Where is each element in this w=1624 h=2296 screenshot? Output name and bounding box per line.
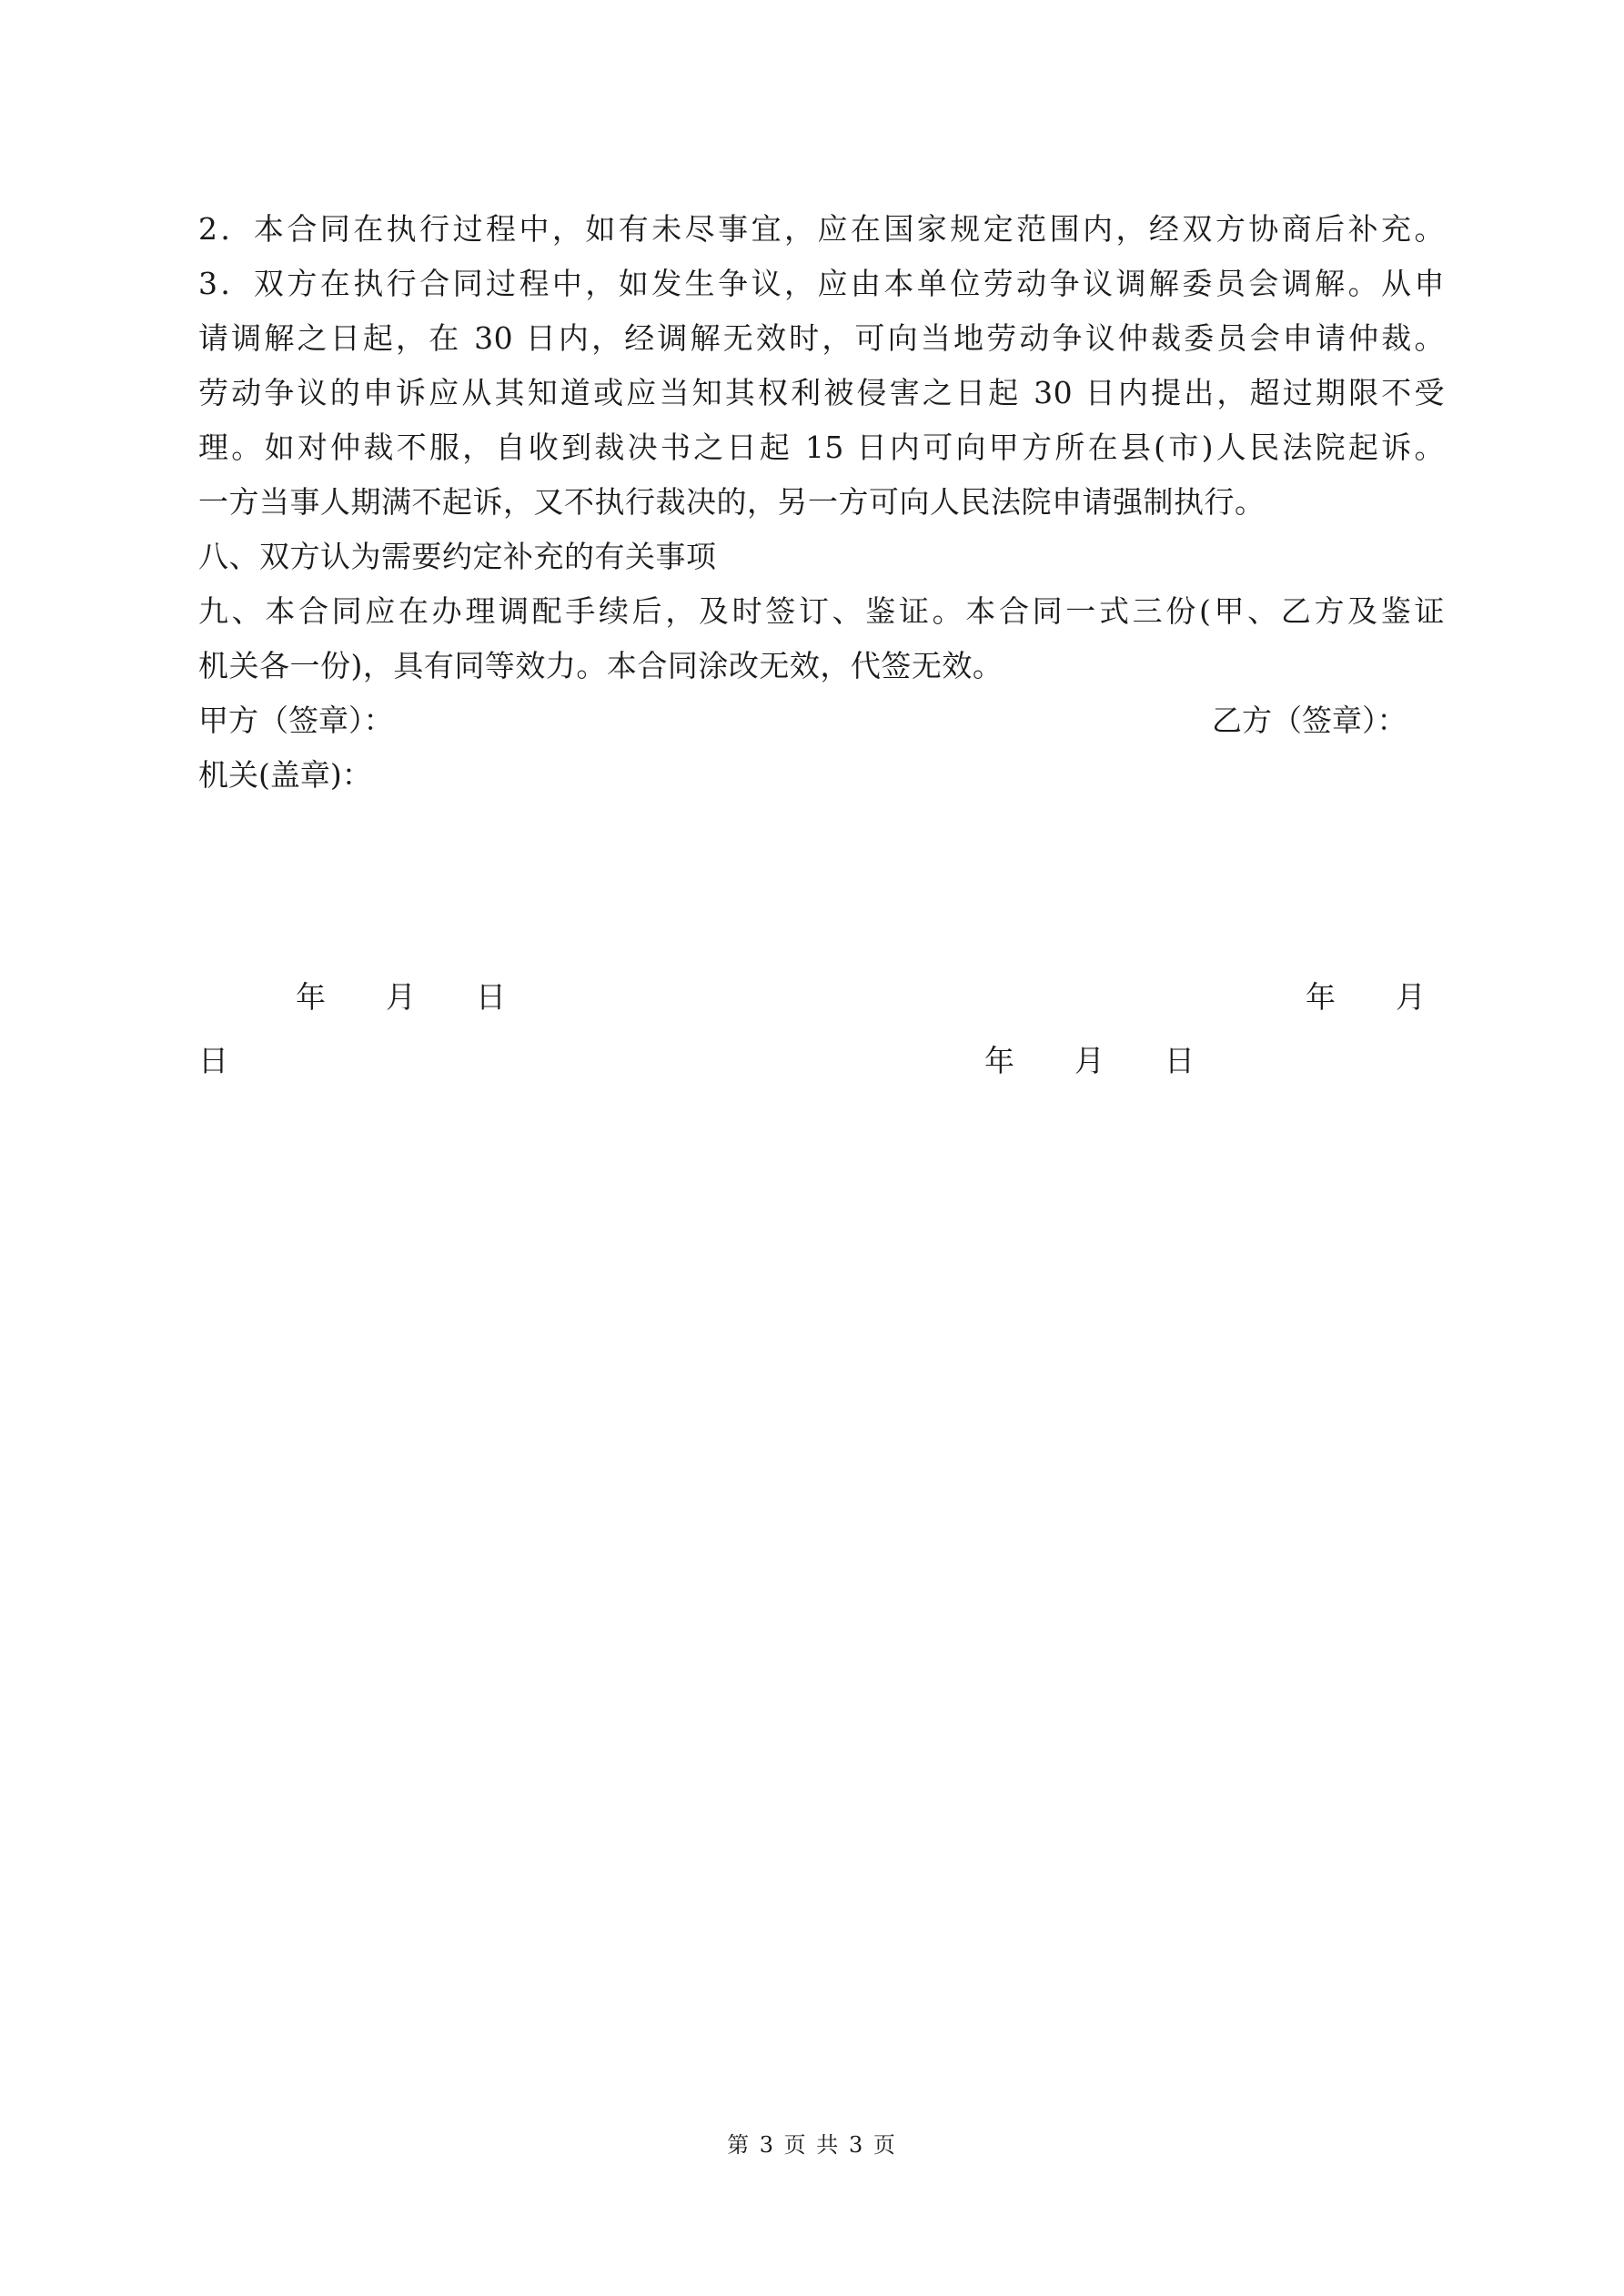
clause-3-line-3: 劳动争议的申诉应从其知道或应当知其权利被侵害之日起 30 日内提出，超过期限不受	[198, 375, 1445, 410]
date-day-wrap: 日	[198, 1043, 228, 1078]
clause-3-line-1: 3．双方在执行合同过程中，如发生争议，应由本单位劳动争议调解委员会调解。从申	[198, 266, 1445, 301]
section-8-heading: 八、双方认为需要约定补充的有关事项	[198, 539, 717, 574]
date-authority: 年 月 日	[984, 1043, 1195, 1078]
authority-seal-label: 机关(盖章)：	[198, 757, 372, 793]
party-b-signature-label: 乙方（签章）：	[1212, 703, 1407, 738]
party-a-signature-label: 甲方（签章）：	[198, 703, 394, 738]
clause-2-line: 2．本合同在执行过程中，如有未尽事宜，应在国家规定范围内，经双方协商后补充。	[198, 211, 1445, 247]
page-footer: 第 3 页 共 3 页	[727, 2132, 897, 2158]
date-party-a: 年 月 日	[296, 979, 506, 1015]
section-9-line-2: 机关各一份)，具有同等效力。本合同涂改无效，代签无效。	[198, 648, 1004, 683]
clause-3-line-2: 请调解之日起，在 30 日内，经调解无效时，可向当地劳动争议仲裁委员会申请仲裁。	[198, 320, 1445, 356]
clause-3-line-5: 一方当事人期满不起诉，又不执行裁决的，另一方可向人民法院申请强制执行。	[198, 484, 1266, 520]
date-party-b-partial: 年 月	[1306, 979, 1426, 1015]
section-9-line-1: 九、本合同应在办理调配手续后，及时签订、鉴证。本合同一式三份(甲、乙方及鉴证	[198, 593, 1445, 629]
clause-3-line-4: 理。如对仲裁不服，自收到裁决书之日起 15 日内可向甲方所在县(市)人民法院起诉。	[198, 430, 1445, 465]
